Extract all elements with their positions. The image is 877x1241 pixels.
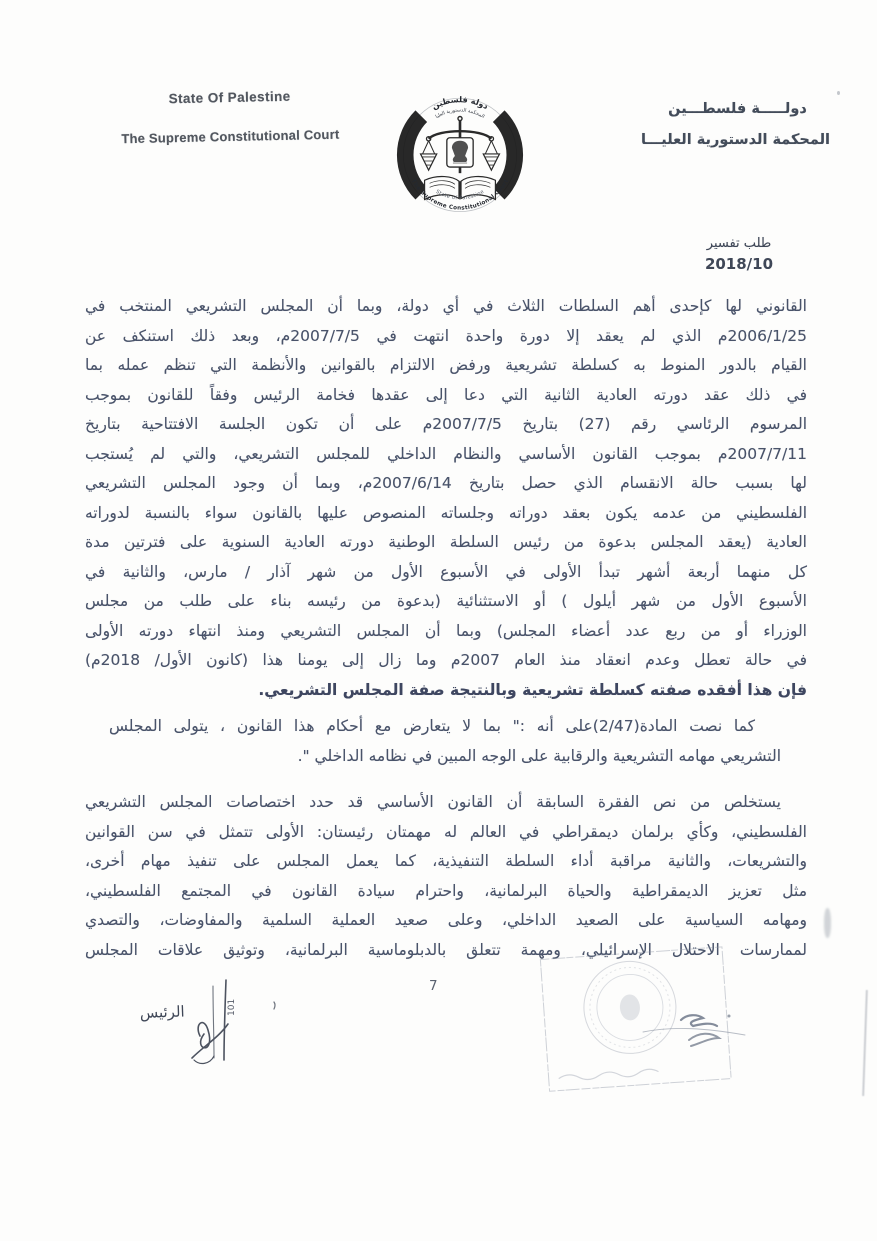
body-line: 2007/7/11م بموجب القانون الأساسي والنظام الداخلي للمجلس التشريعي، والتي لم يُستجب: [85, 444, 807, 463]
body-line: فإن هذا أفقده صفته كسلطة تشريعية وبالنتيجة صفة المجلس التشريعي.: [258, 680, 807, 699]
body-line: التشريعي مهامه التشريعية والرقابية على الوجه المبين في نظامه الداخلي ".: [297, 746, 781, 765]
body-line: الأسبوع الأول من شهر أيلول ) أو الاستثنائية (بدعوة من رئيسه بناء على طلب من مجلس: [85, 592, 807, 610]
body-line: كما نصت المادة(2/47)على أنه :" بما لا يتعارض مع أحكام هذا القانون ، يتولى المجلس: [109, 717, 755, 735]
svg-text:المحكمة الدستورية العليا: [434, 107, 485, 120]
clerk-signature-mark: [641, 1004, 767, 1066]
court-emblem: [376, 80, 544, 240]
case-type-label: طلب تفسير: [706, 236, 772, 251]
body-line: 2006/1/25م الذي لم يعقد إلا دورة واحدة انتهت في 2007/7/5م، وبعد ذلك استنكف عن: [85, 326, 807, 345]
document-body: [85, 292, 807, 965]
body-line: القيام بالدور المنوط به كسلطة تشريعية ورفض الالتزام بالقوانين والأنظمة التي تنظم عمله بما: [85, 356, 807, 374]
body-line: كل منهما أربعة أشهر تبدأ الأولى في الأسبوع الأول من شهر آذار / مارس، والثانية في: [85, 562, 807, 581]
header-arabic-court: المحكمة الدستورية العليـــا: [640, 132, 830, 148]
header-english-state: State Of Palestine: [168, 88, 291, 107]
header-arabic: [640, 101, 830, 148]
body-line: والتشريعات، والثانية مراقبة أداء السلطة التنفيذية، كما يعمل المجلس على تنفيذ مهام أخرى،: [85, 852, 807, 870]
body-line: لها بسبب حالة الانقسام الذي حصل بتاريخ 2007/6/14م، وبما أن وجود المجلس التشريعي: [85, 474, 807, 492]
laurel-left-icon: [397, 110, 427, 199]
emblem-top-arabic-subtext: المحكمة الدستورية العليا: [434, 107, 486, 120]
handwritten-clerk-mark-icon: [641, 1004, 767, 1066]
eagle-shield-icon: [447, 138, 473, 167]
body-line: العادية (يعقد المجلس بدعوة من رئيس السلطة الوطنية دورته العادية السنوية على فترتين مدة: [85, 533, 807, 551]
paragraph-1: [85, 292, 807, 705]
header-english-court: The Supreme Constitutional Court: [121, 126, 340, 147]
body-line: مثل تعزيز الديمقراطية والحياة البرلمانية، واحترام سيادة القانون في المجتمع الفلسطيني،: [85, 881, 807, 900]
laurel-right-icon: [493, 110, 523, 199]
emblem-top-arabic-text: دولة فلسطين: [430, 94, 491, 112]
body-line: القانوني لها كإحدى أهم السلطات الثلاث في أي دولة، وبما أن المجلس التشريعي المنتخب في: [85, 297, 807, 315]
body-line: ومهامه السياسية على الصعيد الداخلي، وعلى صعيد العملية السلمية والمفاوضات، والتصدي: [85, 911, 807, 929]
emblem-bottom-english-court: The Supreme Constitutional Court: [409, 178, 511, 212]
header-arabic-state: دولـــــة فلسطـــين: [668, 101, 807, 117]
body-line: الفلسطيني، وكأي برلمان ديمقراطي في العالم له مهمتان رئيستان: الأولى تتمثل في سن القوانين: [85, 822, 807, 841]
page-number: 7: [429, 978, 438, 994]
handwritten-signature-icon: [134, 972, 286, 1078]
signature-digits: 101: [227, 998, 237, 1016]
header-english: [83, 87, 376, 147]
body-line: لممارسات الاحتلال الإسرائيلي، ومهمة تتعلق بالدبلوماسية البرلمانية، وتوثيق علاقات المجلس: [85, 940, 807, 959]
paragraph-3: [85, 788, 807, 965]
body-line: يستخلص من نص الفقرة السابقة أن القانون الأساسي قد حدد اختصاصات المجلس التشريعي: [85, 793, 781, 811]
body-line: في حالة تعطل وعدم انعقاد منذ العام 2007م وما زال إلى يومنا هذا (كانون الأول/ 2018م): [85, 651, 807, 669]
emblem-bottom-english-state: State of Palestine: [434, 188, 486, 202]
president-label: الرئيس: [139, 1002, 185, 1022]
president-signature-block: [134, 972, 286, 1078]
scan-dot-artifact: [837, 91, 840, 95]
body-line: الفلسطيني من عدمه يكون بعقد دوراته وجلساته المنصوص عليها بالقانون سواء بالنسبة لدوراته: [85, 503, 807, 522]
case-reference: [686, 236, 792, 273]
case-number: 2018/10: [704, 255, 774, 273]
scan-smudge-artifact: [824, 908, 831, 938]
body-line: في ذلك عقد دورته العادية الثانية التي دعا إلى عقدها فخامة الرئيس وفقاً للقانون بموجب: [85, 385, 807, 404]
body-line: المرسوم الرئاسي رقم (27) بتاريخ 2007/7/5م على أن تكون الجلسة الافتتاحية بتاريخ: [85, 415, 808, 433]
paragraph-2: [85, 712, 807, 771]
court-emblem-icon: [376, 80, 544, 240]
body-line: الوزراء أو من ربع عدد أعضاء المجلس) وبما أن المجلس التشريعي ومنذ انتهاء دورته الأولى: [85, 621, 807, 640]
scan-scratch-artifact: [862, 990, 868, 1096]
